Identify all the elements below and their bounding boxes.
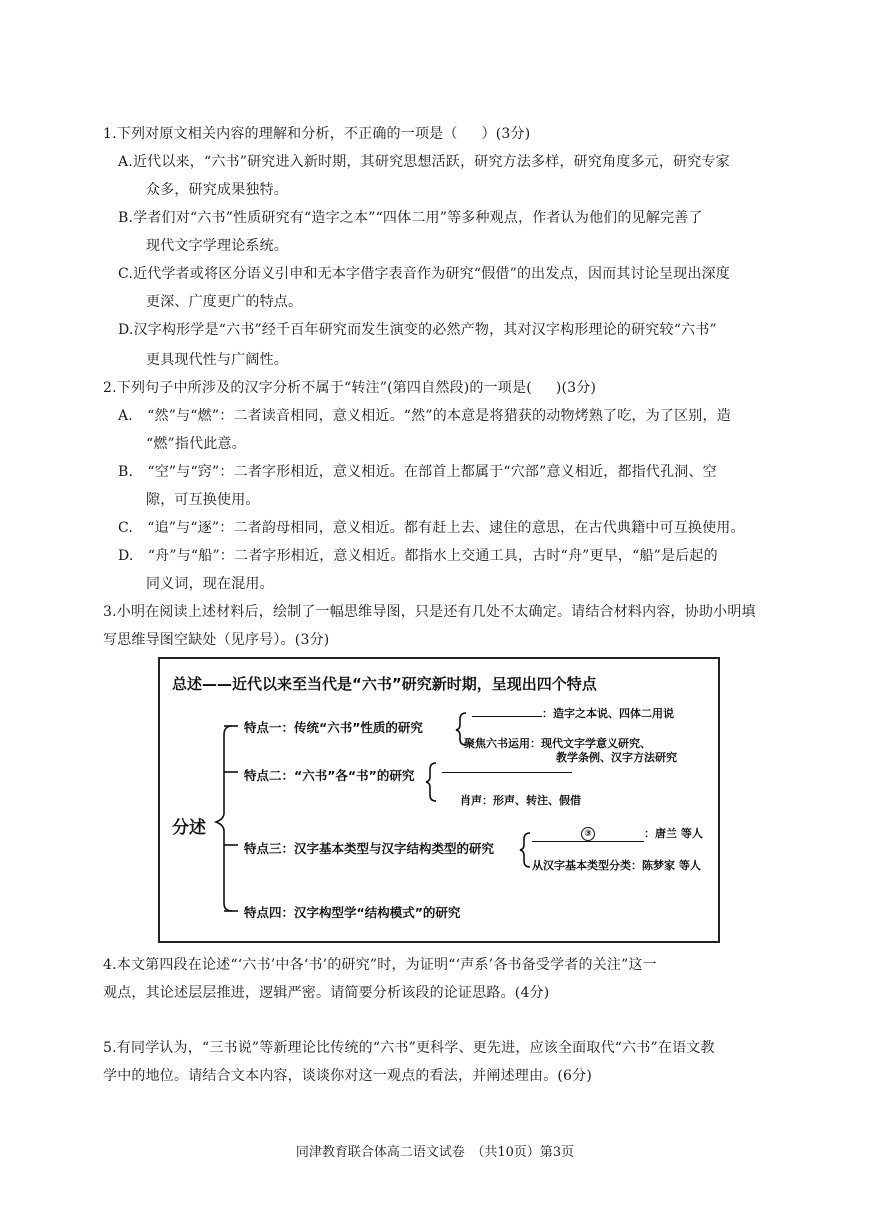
q2-score: )(3分) bbox=[555, 380, 597, 396]
q1-option-a-cont: 众多，研究成果独特。 bbox=[146, 182, 288, 198]
q1-stem-text: 1.下列对原文相关内容的理解和分析，不正确的一项是（ bbox=[103, 126, 458, 142]
q5-line1: 5.有同学认为，“三书说”等新理论比传统的“六书”更科学、更先进，应该全面取代“六书”在语文教 bbox=[103, 1040, 715, 1056]
q5-line2: 学中的地位。请结合文本内容，谈谈你对这一观点的看法，并阐述理由。(6分) bbox=[103, 1068, 593, 1084]
mind-map-brackets bbox=[160, 659, 718, 941]
feature-1-item-a-text: ：造字之本说、四体二用说 bbox=[542, 707, 674, 720]
mind-map-branch-label: 分述 bbox=[172, 818, 206, 838]
q1-option-d: D.汉字构形学是“六书”经千百年研究而发生演变的必然产物，其对汉字构形理论的研究较“六书” bbox=[118, 322, 717, 338]
q2-option-d: D. “舟”与“船”：二者字形相近，意义相近。都指水上交通工具，古时“舟”更早，“船”是后起的 bbox=[118, 548, 718, 564]
feature-3-item-a-text: ：唐兰 等人 bbox=[644, 827, 703, 840]
feature-3-item-b: 从汉字基本类型分类：陈梦家 等人 bbox=[532, 859, 701, 872]
f2-bracket bbox=[426, 763, 436, 801]
q1-option-b: B.学者们对“六书”性质研究有“造字之本”“四体二用”等多种观点，作者认为他们的见解完善了 bbox=[118, 210, 703, 226]
q2-option-d-cont: 同义词，现在混用。 bbox=[146, 576, 274, 592]
q2-option-b-cont: 隙，可互换使用。 bbox=[146, 492, 260, 508]
q1-option-b-cont: 现代文字学理论系统。 bbox=[146, 238, 288, 254]
q1-stem bbox=[103, 124, 530, 144]
mind-map bbox=[158, 657, 720, 943]
q1-option-a: A.近代以来，“六书”研究进入新时期，其研究思想活跃，研究方法多样，研究角度多元，研究专家 bbox=[118, 154, 730, 170]
q1-option-c: C.近代学者或将区分语义引申和无本字借字表音作为研究“假借”的出发点，因而其讨论呈现出深度 bbox=[118, 266, 730, 282]
q1-option-d-cont: 更具现代性与广阔性。 bbox=[146, 352, 288, 368]
q2-option-a: A. “然”与“燃”：二者读音相同，意义相近。“然”的本意是将猎获的动物烤熟了吃，为了区别，造 bbox=[118, 408, 731, 424]
main-bracket bbox=[216, 726, 232, 911]
blank-2 bbox=[442, 772, 572, 773]
blank-3 bbox=[532, 827, 644, 842]
feature-2-item-a bbox=[442, 763, 572, 776]
feature-4: 特点四：汉字构型学“结构模式”的研究 bbox=[244, 905, 461, 920]
q2-stem-text: 2.下列句子中所涉及的汉字分析不属于“转注”(第四自然段)的一项是( bbox=[103, 380, 532, 396]
q2-stem bbox=[103, 378, 596, 398]
feature-3-item-a bbox=[532, 825, 703, 842]
q4-line2: 观点，其论述层层推进，逻辑严密。请简要分析该段的论证思路。(4分) bbox=[103, 985, 550, 1001]
feature-1-item-a bbox=[472, 705, 674, 721]
feature-2: 特点二：“六书”各“书”的研究 bbox=[244, 768, 415, 783]
feature-1: 特点一：传统“六书”性质的研究 bbox=[244, 720, 423, 735]
q3-line2: 写思维导图空缺处（见序号）。(3分) bbox=[103, 632, 330, 648]
mind-map-title: 总述——近代以来至当代是“六书”研究新时期，呈现出四个特点 bbox=[172, 675, 597, 693]
f3-bracket bbox=[520, 833, 530, 867]
number-3: ③ bbox=[581, 827, 595, 841]
q3-line1: 3.小明在阅读上述材料后，绘制了一幅思维导图，只是还有几处不太确定。请结合材料内容，协助小明填 bbox=[103, 604, 756, 620]
feature-1-item-b: 聚焦六书运用：现代文字学意义研究、 bbox=[464, 737, 651, 750]
q1-score: ）(3分) bbox=[481, 126, 531, 142]
q4-line1: 4.本文第四段在论述“‘六书’中各‘书’的研究”时，为证明“‘声系’各书备受学者的关注”这一 bbox=[103, 957, 657, 973]
blank-1 bbox=[472, 716, 542, 717]
q2-option-b: B. “空”与“窍”：二者字形相近，意义相近。在部首上都属于“穴部”意义相近，都指代孔洞、空 bbox=[118, 464, 717, 480]
feature-1-item-b-cont: 教学条例、汉字方法研究 bbox=[556, 751, 677, 764]
q2-option-c: C. “追”与“逐”：二者韵母相同，意义相近。都有赶上去、逮住的意思，在古代典籍中可互换使用。 bbox=[118, 520, 745, 536]
feature-2-item-b: 肖声：形声、转注、假借 bbox=[460, 794, 581, 807]
q2-option-a-cont: “燃”指代此意。 bbox=[146, 436, 246, 452]
feature-3: 特点三：汉字基本类型与汉字结构类型的研究 bbox=[244, 841, 495, 856]
q1-option-c-cont: 更深、广度更广的特点。 bbox=[146, 294, 303, 310]
page-footer: 同津教育联合体高二语文试卷 （共10页）第3页 bbox=[295, 1145, 575, 1160]
